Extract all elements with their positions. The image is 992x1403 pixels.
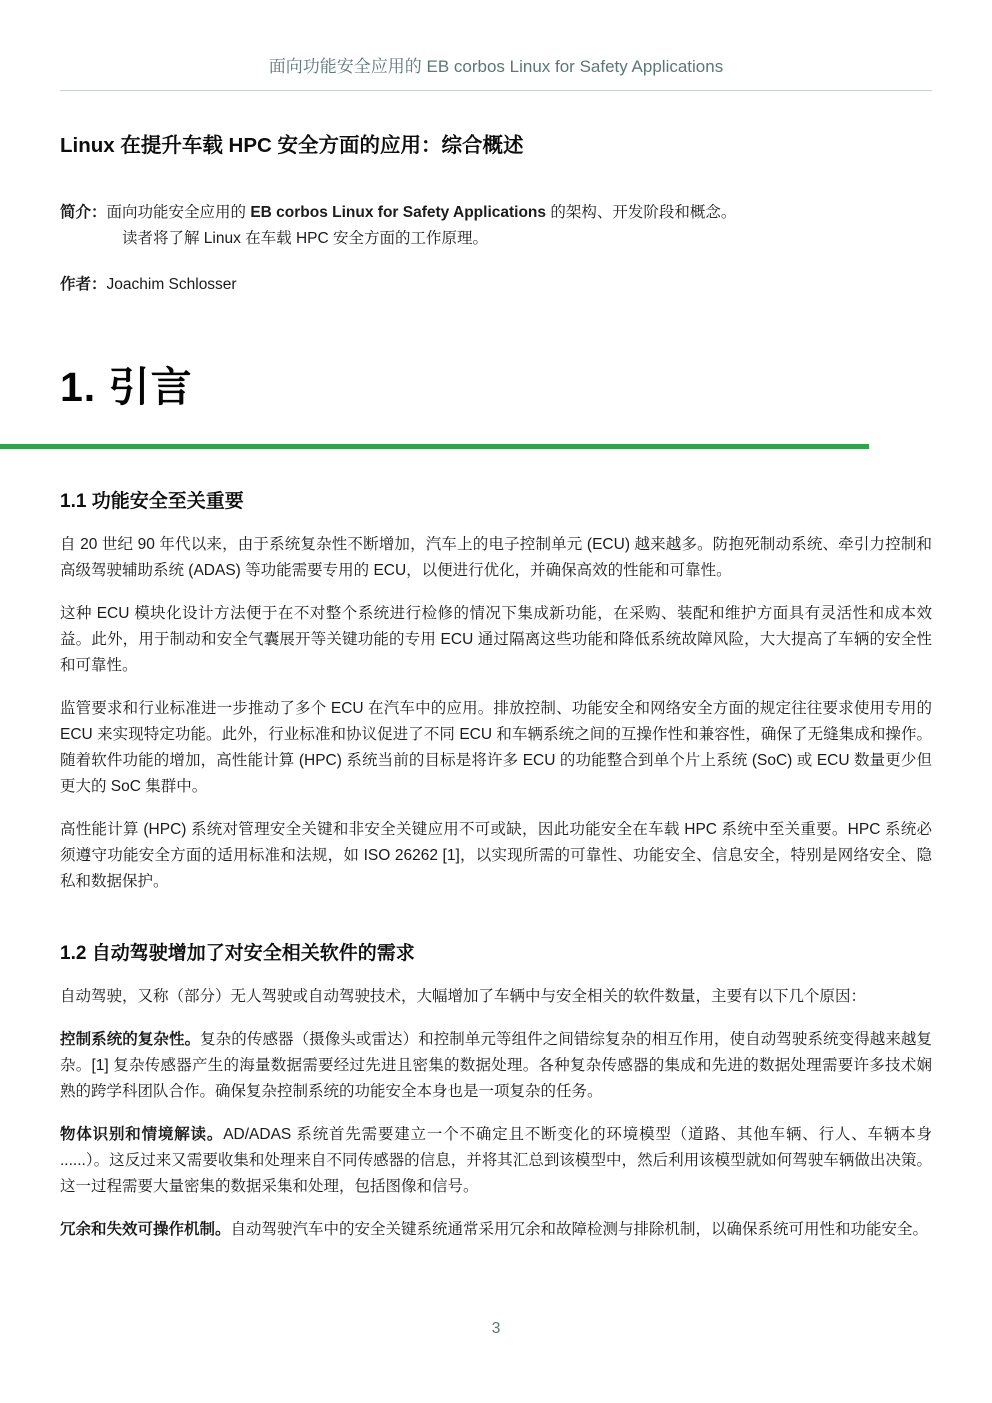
header-divider [60,90,932,91]
intro-text-after: 的架构、开发阶段和概念。 [546,204,737,221]
reason-item [60,1217,932,1243]
reason-lead: 冗余和失效可操作机制。 [60,1221,231,1238]
paragraph: 监管要求和行业标准进一步推动了多个 ECU 在汽车中的应用。排放控制、功能安全和网络安全方面的规定往往要求使用专用的 ECU 来实现特定功能。此外，行业标准和协议促进了不同 ECU 和车辆系统之间的互操作性和兼容性，确保了无缝集成和操作。随着软件功能的增加，高性能计算 (HPC) 系统当前的目标是将许多 ECU 的功能整合到单个片上系统 (SoC) 或 ECU 数量更少但更大的 SoC 集群中。 [60,700,932,795]
intro-line-1 [60,200,932,226]
author-label: 作者： [60,276,107,293]
author-block [60,272,932,298]
paragraph: 这种 ECU 模块化设计方法便于在不对整个系统进行检修的情况下集成新功能，在采购、装配和维护方面具有灵活性和成本效益。此外，用于制动和安全气囊展开等关键功能的专用 ECU 通过隔离这些功能和降低系统故障风险，大大提高了车辆的安全性和可靠性。 [60,605,932,674]
chapter-accent-rule [0,444,869,449]
reason-text: AD/ADAS 系统首先需要建立一个不确定且不断变化的环境模型（道路、其他车辆、行人、车辆本身 ......）。这反过来又需要收集和处理来自不同传感器的信息，并将其汇总到该模型中，然后利用该模型就如何驾驶车辆做出决策。这一过程需要大量密集的数据采集和处理，包括图像和信号。 [60,1126,932,1195]
author-name: Joachim Schlosser [106,276,237,293]
section-heading-1-1: 1.1 功能安全至关重要 [60,491,244,512]
paragraph: 自 20 世纪 90 年代以来，由于系统复杂性不断增加，汽车上的电子控制单元 (ECU) 越来越多。防抱死制动系统、牵引力控制和高级驾驶辅助系统 (ADAS) 等功能需要专用的 ECU，以便进行优化，并确保高效的性能和可靠性。 [60,536,932,579]
intro-block [60,200,932,252]
running-header: 面向功能安全应用的 EB corbos Linux for Safety Applications [268,57,724,76]
reason-text: 自动驾驶汽车中的安全关键系统通常采用冗余和故障检测与排除机制，以确保系统可用性和功能安全。 [230,1221,929,1238]
paragraph: 高性能计算 (HPC) 系统对管理安全关键和非安全关键应用不可或缺，因此功能安全在车载 HPC 系统中至关重要。HPC 系统必须遵守功能安全方面的适用标准和法规，如 ISO 26262 [1]，以实现所需的可靠性、功能安全、信息安全，特别是网络安全、隐私和数据保护。 [60,821,932,890]
chapter-heading: 1. 引言 [60,364,193,410]
intro-text-before: 面向功能安全应用的 [106,204,251,221]
reason-lead: 控制系统的复杂性。 [60,1031,201,1048]
section-heading-1-2: 1.2 自动驾驶增加了对安全相关软件的需求 [60,943,415,964]
reason-item [60,1122,932,1200]
document-title: Linux 在提升车载 HPC 安全方面的应用：综合概述 [60,134,524,157]
page-number: 3 [491,1320,501,1337]
reason-item [60,1027,932,1105]
intro-label: 简介： [60,204,107,221]
paragraph: 自动驾驶，又称（部分）无人驾驶或自动驾驶技术，大幅增加了车辆中与安全相关的软件数量，主要有以下几个原因： [60,988,867,1005]
intro-line-2: 读者将了解 Linux 在车载 HPC 安全方面的工作原理。 [122,230,489,247]
reason-lead: 物体识别和情境解读。 [60,1126,224,1143]
reason-text: 复杂的传感器（摄像头或雷达）和控制单元等组件之间错综复杂的相互作用，使自动驾驶系统变得越来越复杂。[1] 复杂传感器产生的海量数据需要经过先进且密集的数据处理。各种复杂传感器的集成和先进的数据处理需要许多技术娴熟的跨学科团队合作。确保复杂控制系统的功能安全本身也是一项复杂的任务。 [60,1031,932,1100]
intro-product-name: EB corbos Linux for Safety Applications [250,204,547,221]
